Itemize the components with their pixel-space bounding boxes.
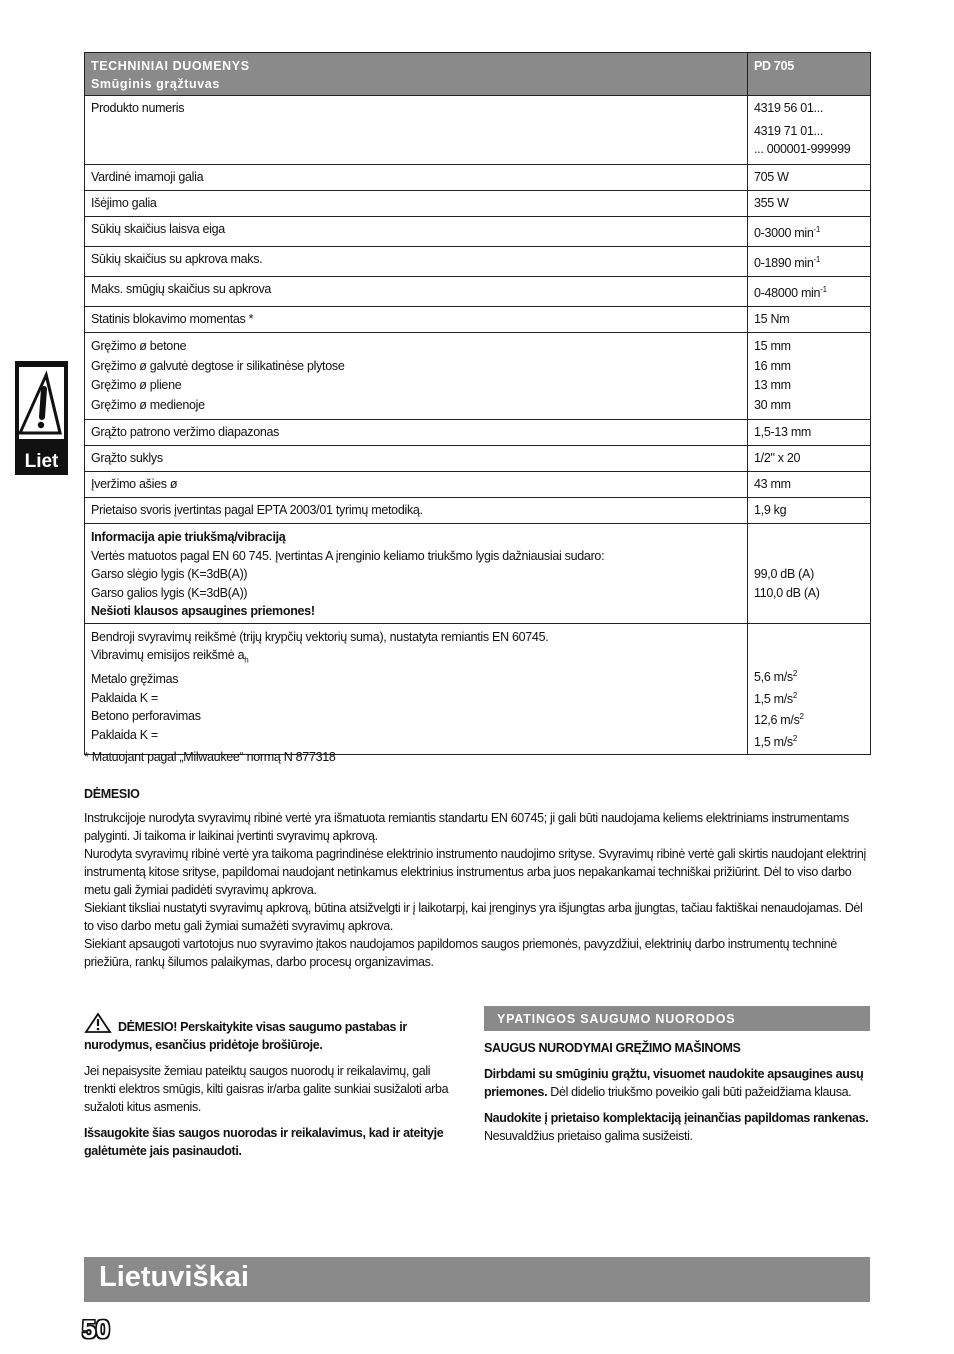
row-value: 355 W: [748, 191, 871, 217]
unit-exponent: 2: [799, 712, 804, 722]
unit-exponent: 2: [792, 668, 798, 678]
value-text: 5,6 m/s: [754, 670, 793, 685]
value-text: 1,5 m/s: [754, 735, 793, 750]
drill-safety-subtitle: SAUGUS NURODYMAI GRĘŽIMO MAŠINOMS: [484, 1041, 741, 1055]
warning-title-text: DĖMESIO! Perskaitykite visas saugumo pastabas ir nurodymus, esančius pridėtoje brošiūroje.: [84, 1020, 407, 1052]
side-tab-label: Liet: [24, 451, 59, 472]
row-label: Vardinė imamoji galia: [85, 165, 748, 191]
warning-triangle-icon: [84, 1012, 112, 1034]
unit-exponent: -1: [813, 255, 821, 265]
row-value: 705 W: [748, 165, 871, 191]
language-side-tab: [15, 361, 68, 475]
row-label: Sūkių skaičius laisva eiga: [85, 217, 748, 247]
uncertainty-label-1: Paklaida K =: [91, 690, 158, 705]
table-row: [85, 277, 871, 307]
row-value: 15 Nm: [748, 307, 871, 333]
row-value: [748, 96, 871, 165]
table-row: [85, 524, 871, 624]
vibration-intro: Bendroji svyravimų reikšmė (trijų krypčių vektorių suma), nustatyta remiantis EN 60745.: [91, 629, 549, 644]
value-text: 12,6 m/s: [754, 713, 800, 728]
drill-concrete-value: 15 mm: [754, 339, 791, 354]
vibration-values-cell: [748, 623, 871, 754]
uncertainty-label-2: Paklaida K =: [91, 727, 158, 742]
serial-range: ... 000001-999999: [754, 142, 851, 156]
metal-drilling-label: Metalo gręžimas: [91, 672, 179, 687]
table-row: [85, 191, 871, 217]
row-value: 1/2" x 20: [748, 446, 871, 472]
value-text: 0-3000 min: [754, 226, 814, 241]
concrete-perforation-value: [754, 708, 864, 730]
row-label: Grąžto suklys: [85, 446, 748, 472]
row-value: 43 mm: [748, 472, 871, 498]
noise-intro: Vertės matuotos pagal EN 60 745. Įvertintas A įrenginio keliamo triukšmo lygis dažniausiai sudaro:: [91, 548, 605, 563]
table-row: [85, 446, 871, 472]
safety-text: Dėl didelio triukšmo poveikio gali būti pažeidžiama klausa.: [547, 1085, 852, 1099]
drill-steel-label: Gręžimo ø pliene: [91, 378, 182, 393]
attention-paragraph: Siekiant tiksliai nustatyti svyravimų apkrovą, būtina atsižvelgti ir į laikotarpį, kai įrenginys yra išjungtas arba įjungtas, tačiau faktiškai nenaudojamas. Dėl to viso darbo metu gali žymiai sumažėti svyravimų apkrova.: [84, 901, 863, 933]
product-number-2: 4319 71 01...: [754, 124, 824, 138]
noise-title: Informacija apie triukšmą/vibraciją: [91, 530, 286, 545]
sound-power-value: 110,0 dB (A): [754, 585, 820, 600]
sound-pressure-value: 99,0 dB (A): [754, 567, 814, 582]
attention-paragraph: Instrukcijoje nurodyta svyravimų ribinė vertė yra išmatuota remiantis standartu EN 60745; ji gali būti naudojama keliems elektriniams instrumentams palyginti. Ji taikoma ir laikinai įvertinti svyravimų apkrovą.: [84, 811, 849, 843]
uncertainty-value-1: [754, 687, 864, 709]
product-number-1: 4319 56 01...: [754, 101, 824, 115]
value-text: 1,5 m/s: [754, 691, 793, 706]
drill-brick-label: Gręžimo ø galvutė degtose ir silikatinėse plytose: [91, 358, 345, 373]
concrete-perforation-label: Betono perforavimas: [91, 709, 201, 724]
table-row: [85, 333, 871, 420]
metal-drilling-value: [754, 665, 864, 687]
row-label: Grąžto patrono veržimo diapazonas: [85, 420, 748, 446]
uncertainty-value-2: [754, 730, 864, 752]
footnote: * Matuojant pagal „Milwaukee“ normą N 877318: [84, 750, 336, 764]
emission-text: Vibravimų emisijos reikšmė a: [91, 648, 245, 663]
row-label: Išėjimo galia: [85, 191, 748, 217]
model-name: PD 705: [748, 53, 871, 96]
row-label: Prietaiso svoris įvertintas pagal EPTA 2003/01 tyrimų metodiką.: [85, 498, 748, 524]
unit-exponent: -1: [820, 285, 827, 295]
drill-wood-label: Gręžimo ø medienoje: [91, 397, 205, 412]
sound-power-label: Garso galios lygis (K=3dB(A)): [91, 585, 248, 600]
table-row: [85, 623, 871, 754]
noise-values-cell: [748, 524, 871, 624]
table-row: [85, 307, 871, 333]
sound-pressure-label: Garso slėgio lygis (K=3dB(A)): [91, 567, 248, 582]
value-text: 0-1890 min: [754, 256, 814, 271]
warning-triangle-icon: [19, 367, 64, 439]
unit-exponent: 2: [792, 690, 798, 700]
table-row: [85, 165, 871, 191]
table-row: [85, 217, 871, 247]
emission-subscript: h: [244, 655, 249, 665]
drill-concrete-label: Gręžimo ø betone: [91, 339, 187, 354]
special-safety-column: [484, 1006, 870, 1153]
row-value: [748, 277, 871, 307]
warning-paragraph: Jei nepaisysite žemiau pateiktų saugos nuorodų ir reikalavimų, gali trenkti elektros smūgis, kilti gaisras ir/arba galite sunkiai susižaloti arba sužaloti kitus asmenis.: [84, 1064, 449, 1114]
drill-brick-value: 16 mm: [754, 358, 791, 373]
table-subtitle: Smūginis grąžtuvas: [91, 77, 220, 91]
table-row: [85, 498, 871, 524]
hearing-protection-warning: Nešioti klausos apsaugines priemones!: [91, 604, 315, 619]
attention-paragraph: Siekiant apsaugoti vartotojus nuo svyravimo įtakos naudojamos papildomos saugos priemonės, pavyzdžiui, elektrinių darbo instrumentų techninė priežiūra, rankų šilumos palaikymas, darbo procesų organizavimas.: [84, 937, 837, 969]
vibration-info-cell: [85, 623, 748, 754]
special-safety-heading: YPATINGOS SAUGUMO NUORODOS: [484, 1006, 870, 1031]
row-value: 1,5-13 mm: [748, 420, 871, 446]
general-warning-column: [84, 1012, 460, 1168]
noise-info-cell: [85, 524, 748, 624]
safety-bold-text: Naudokite į prietaiso komplektaciją įeinančias papildomas rankenas.: [484, 1111, 869, 1125]
language-footer-bar: [84, 1257, 870, 1302]
general-warning-title: [84, 1012, 460, 1054]
row-label: Sūkių skaičius su apkrova maks.: [85, 247, 748, 277]
attention-paragraph: Nurodyta svyravimų ribinė vertė yra taikoma pagrindinėse elektrinio instrumento naudojimo srityse. Svyravimų ribinė vertė gali skirtis naudojant elektrinį instrumentą kitose srityse, papildomai naudojant netinkamus elektrinius instrumentus arba juos nepakankamai techniškai prižiūrint. Dėl to viso darbo metu gali žymiai padidėti svyravimų apkrova.: [84, 847, 866, 897]
value-text: 0-48000 min: [754, 286, 821, 301]
row-label: Statinis blokavimo momentas *: [85, 307, 748, 333]
warning-icon: [19, 367, 64, 439]
row-value: [748, 247, 871, 277]
safety-paragraph: [484, 1109, 870, 1145]
row-label: Maks. smūgių skaičius su apkrova: [85, 277, 748, 307]
unit-exponent: 2: [792, 733, 798, 743]
vibration-emission-label: [91, 646, 741, 670]
safety-text: Nesuvaldžius prietaiso galima susižeisti.: [484, 1129, 693, 1143]
table-row: [85, 96, 871, 165]
row-value-group: [748, 333, 871, 420]
language-title: Lietuviškai: [99, 1261, 249, 1293]
unit-exponent: -1: [813, 225, 821, 234]
row-label: Įveržimo ašies ø: [85, 472, 748, 498]
table-row: [85, 420, 871, 446]
table-header-title-cell: [85, 53, 748, 96]
drill-wood-value: 30 mm: [754, 397, 791, 412]
keep-instructions-note: Išsaugokite šias saugos nuorodas ir reikalavimus, kad ir ateityje galėtumėte jais pasinaudoti.: [84, 1126, 444, 1158]
attention-title: DĖMESIO: [84, 787, 140, 801]
row-label-group: [85, 333, 748, 420]
safety-bold-text: Dirbdami su smūginiu grąžtu, visuomet naudokite apsaugines ausų priemones.: [484, 1067, 864, 1099]
table-row: [85, 247, 871, 277]
safety-paragraph: [484, 1065, 870, 1101]
row-label: Produkto numeris: [85, 96, 748, 165]
row-value: 1,9 kg: [748, 498, 871, 524]
technical-data-table: [84, 52, 871, 755]
table-row: [85, 472, 871, 498]
table-title: TECHNINIAI DUOMENYS: [91, 59, 250, 73]
row-value: [748, 217, 871, 247]
table-header-row: [85, 53, 871, 96]
page-number: 50: [82, 1316, 110, 1344]
drill-steel-value: 13 mm: [754, 378, 791, 393]
attention-body: [84, 809, 870, 971]
